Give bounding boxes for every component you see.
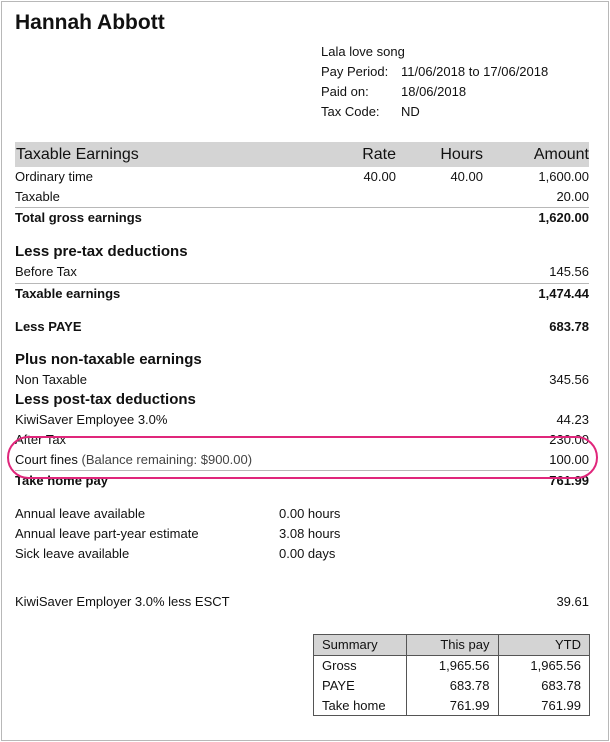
earnings-rate: 40.00 xyxy=(363,169,396,184)
leave-value: 3.08 hours xyxy=(279,526,341,541)
summary-row xyxy=(314,655,589,675)
take-home-label: Take home pay xyxy=(15,473,108,488)
post-tax-amount: 44.23 xyxy=(556,412,589,427)
earnings-header-amount: Amount xyxy=(533,145,589,163)
post-tax-label: After Tax xyxy=(15,432,67,447)
court-fines-highlight xyxy=(7,436,598,479)
summary-cell: PAYE xyxy=(314,675,406,695)
take-home-amount: 761.99 xyxy=(549,473,589,488)
tax-code-value: ND xyxy=(401,104,420,119)
summary-row xyxy=(314,695,589,715)
pre-tax-row xyxy=(15,263,589,281)
post-tax-title: Less post-tax deductions xyxy=(15,391,196,408)
post-tax-amount: 230.00 xyxy=(549,432,589,447)
earnings-header-title: Taxable Earnings xyxy=(16,145,139,163)
pay-period-label: Pay Period: xyxy=(321,64,389,79)
pre-tax-amount: 145.56 xyxy=(549,264,589,279)
summary-table xyxy=(313,634,590,716)
summary-header-row xyxy=(314,635,589,655)
tax-code-label: Tax Code: xyxy=(321,104,380,119)
court-fines-balance: (Balance remaining: $900.00) xyxy=(81,452,253,467)
summary-cell: Take home xyxy=(314,695,406,715)
total-gross-row xyxy=(15,209,589,227)
payslip xyxy=(1,1,609,741)
leave-label: Sick leave available xyxy=(15,546,130,561)
leave-value: 0.00 days xyxy=(279,546,336,561)
earnings-label: Taxable xyxy=(15,189,60,204)
leave-value: 0.00 hours xyxy=(279,506,341,521)
leave-row xyxy=(15,505,415,523)
leave-label: Annual leave part-year estimate xyxy=(15,526,199,541)
summary-cell: 761.99 xyxy=(541,697,581,713)
earnings-rate xyxy=(336,188,396,206)
company-name: Lala love song xyxy=(321,44,405,59)
paid-on-value: 18/06/2018 xyxy=(401,84,467,99)
employer-kiwisaver-amount: 39.61 xyxy=(556,594,589,609)
employee-name: Hannah Abbott xyxy=(15,11,165,34)
earnings-amount: 1,600.00 xyxy=(538,169,589,184)
summary-header: Summary xyxy=(314,635,406,655)
employer-kiwisaver-row xyxy=(15,593,589,611)
leave-label: Annual leave available xyxy=(15,506,146,521)
summary-cell: 1,965.56 xyxy=(530,657,581,673)
taxable-earnings-amount: 1,474.44 xyxy=(538,286,589,301)
earnings-amount: 20.00 xyxy=(556,189,589,204)
paye-label: Less PAYE xyxy=(15,319,82,334)
summary-cell: 683.78 xyxy=(406,675,498,695)
earnings-row xyxy=(15,168,589,186)
summary-cell: 761.99 xyxy=(406,695,498,715)
leave-row xyxy=(15,525,415,543)
summary-cell: 1,965.56 xyxy=(406,655,498,675)
non-taxable-amount: 345.56 xyxy=(549,372,589,387)
earnings-row xyxy=(15,188,589,206)
total-gross-label: Total gross earnings xyxy=(15,210,142,225)
summary-cell: Gross xyxy=(314,655,406,675)
paid-on-label: Paid on: xyxy=(321,84,369,99)
post-tax-row xyxy=(15,411,589,429)
pay-info xyxy=(321,43,548,123)
total-gross-amount: 1,620.00 xyxy=(538,210,589,225)
paye-row xyxy=(15,318,589,336)
earnings-hours: 40.00 xyxy=(450,169,483,184)
pay-period-value: 11/06/2018 to 17/06/2018 xyxy=(401,64,549,79)
paye-amount: 683.78 xyxy=(549,319,589,334)
pre-tax-label: Before Tax xyxy=(15,264,77,279)
earnings-header-hours: Hours xyxy=(440,145,483,163)
taxable-earnings-label: Taxable earnings xyxy=(15,286,121,301)
divider xyxy=(15,207,589,208)
court-fines-label: Court fines xyxy=(15,452,78,467)
non-taxable-row xyxy=(15,371,589,389)
summary-header: This pay xyxy=(406,635,498,655)
earnings-label: Ordinary time xyxy=(15,169,94,184)
non-taxable-label: Non Taxable xyxy=(15,372,88,387)
earnings-header-rate: Rate xyxy=(362,145,396,163)
leave-row xyxy=(15,545,415,563)
post-tax-label: KiwiSaver Employee 3.0% xyxy=(15,412,168,427)
summary-header: YTD xyxy=(498,635,589,655)
summary-cell: 683.78 xyxy=(541,677,581,693)
court-fines-amount: 100.00 xyxy=(549,452,589,467)
non-taxable-title: Plus non-taxable earnings xyxy=(15,351,202,368)
divider xyxy=(15,283,589,284)
pre-tax-title: Less pre-tax deductions xyxy=(15,243,188,260)
earnings-header xyxy=(15,142,589,167)
employer-kiwisaver-label: KiwiSaver Employer 3.0% less ESCT xyxy=(15,594,230,609)
taxable-earnings-row xyxy=(15,285,589,303)
summary-row xyxy=(314,675,589,695)
earnings-hours xyxy=(396,188,483,206)
